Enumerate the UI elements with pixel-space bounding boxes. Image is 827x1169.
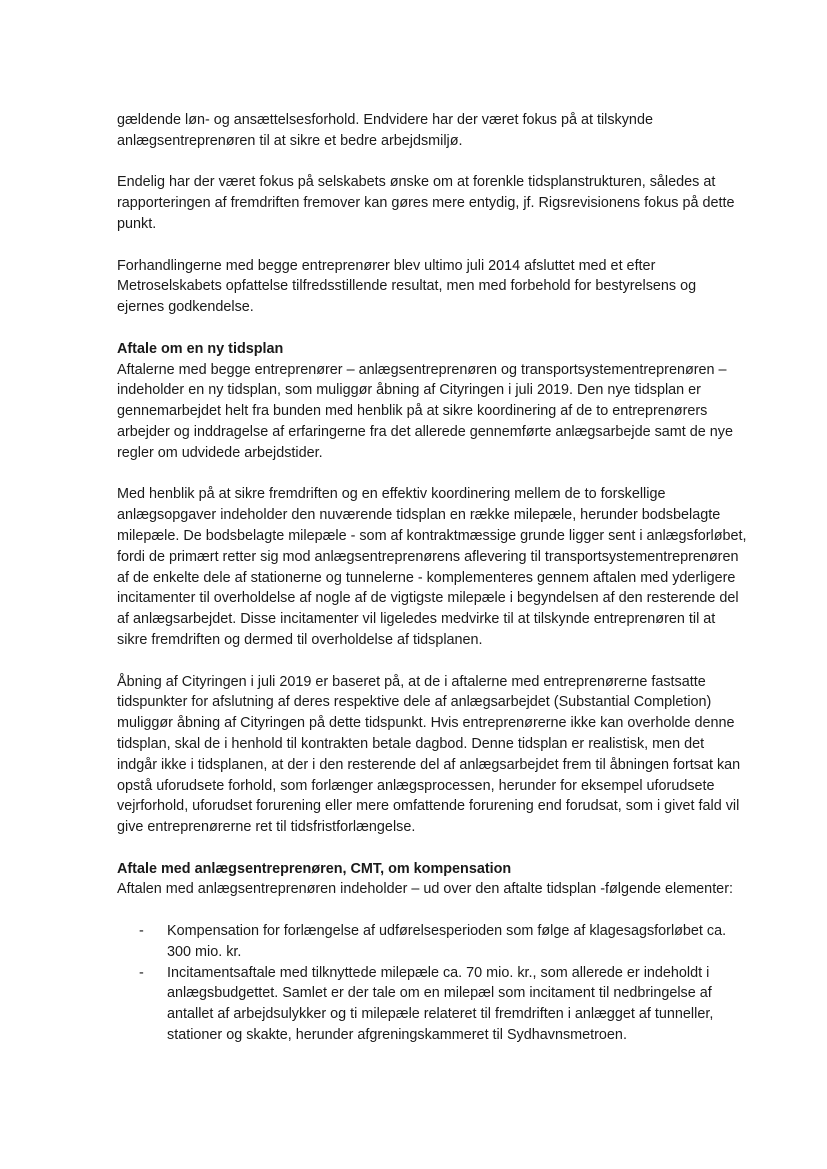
list-item: - Kompensation for forlængelse af udførelsesperioden som følge af klagesagsforløbet ca. 300 mio. kr. [167,921,747,963]
paragraph-opening-2019: Åbning af Cityringen i juli 2019 er baseret på, at de i aftalerne med entreprenørerne fastsatte tidspunkter for afslutning af deres respektive dele af anlægsarbejdet (Substantial Completion) muliggør åbning af Cityringen på dette tidspunkt. Hvis entreprenørerne ikke kan overholde denne tidsplan, skal de i henhold til kontrakten betale dagbod. Denne tidsplan er realistisk, men det indgår ikke i tidsplanen, at der i den resterende del af anlægsarbejdet frem til åbningen fortsat kan opstå uforudsete forhold, som forlænger anlægsprocessen, herunder for eksempel uforudsete vejrforhold, uforudset forurening eller mere omfattende forurening end forudsat, som i givet fald vil give entreprenørerne ret til tidsfristforlængelse. [117,673,741,836]
paragraph-milestones: Med henblik på at sikre fremdriften og en effektiv koordinering mellem de to forskellige anlægsopgaver indeholder den nuværende tidsplan en række milepæle, herunder bodsbelagte milepæle. De bodsbelagte milepæle - som af kontraktmæssige grunde ligger sent i anlægsforløbet, fordi de primært retter sig mod anlægsentreprenørens aflevering til transportsystementreprenøren af de enkelte dele af stationerne og tunnelerne - komplementeres gennem aftalen med yderligere incitamenter til overholdelse af nogle af de vigtigste milepæle i begyndelsen af den resterende del af anlægsarbejdet. Disse incitamenter vil ligeledes medvirke til at tilskynde entreprenøren til at sikre fremdriften og dermed til overholdelse af tidsplanen. [117,486,747,648]
paragraph-working-conditions: gældende løn- og ansættelsesforhold. Endvidere har der været fokus på at tilskynde anlægsentreprenøren til at sikre et bedre arbejdsmiljø. [117,112,653,149]
paragraph-schedule-structure: Endelig har der været fokus på selskabets ønske om at forenkle tidsplanstrukturen, således at rapporteringen af fremdriften fremover kan gøres mere entydig, jf. Rigsrevisionens fokus på dette punkt. [117,174,735,232]
compensation-list [117,921,747,1046]
paragraph-compensation-intro: Aftalen med anlægsentreprenøren indeholder – ud over den aftalte tidsplan -følgende elementer: [117,881,733,898]
paragraph-negotiations: Forhandlingerne med begge entreprenører blev ultimo juli 2014 afsluttet med et efter Metroselskabets opfattelse tilfredsstillende resultat, men med forbehold for bestyrelsens og ejernes godkendelse. [117,257,697,316]
heading-compensation: Aftale med anlægsentreprenøren, CMT, om kompensation [117,860,512,877]
list-item: - Incitamentsaftale med tilknyttede milepæle ca. 70 mio. kr., som allerede er indeholdt i anlægsbudgettet. Samlet er der tale om en milepæl som incitament til nedbringelse af antallet af arbejdsulykker og ti milepæle relateret til fremdriften i anlægget af tunneller, stationer og skakte, herunder afgreningskammeret til Sydhavnsmetroen. [167,963,747,1046]
paragraph-new-schedule: Aftalerne med begge entreprenører – anlægsentreprenøren og transportsystementreprenøren – indeholder en ny tidsplan, som muliggør åbning af Cityringen i juli 2019. Den nye tidsplan er gennemarbejdet helt fra bunden med henblik på at sikre koordinering af de to entreprenørers arbejder og inddragelse af erfaringerne fra det allerede gennemførte anlægsarbejde samt de nye regler om udvidede arbejdstider. [117,361,733,461]
heading-new-schedule: Aftale om en ny tidsplan [117,340,284,357]
